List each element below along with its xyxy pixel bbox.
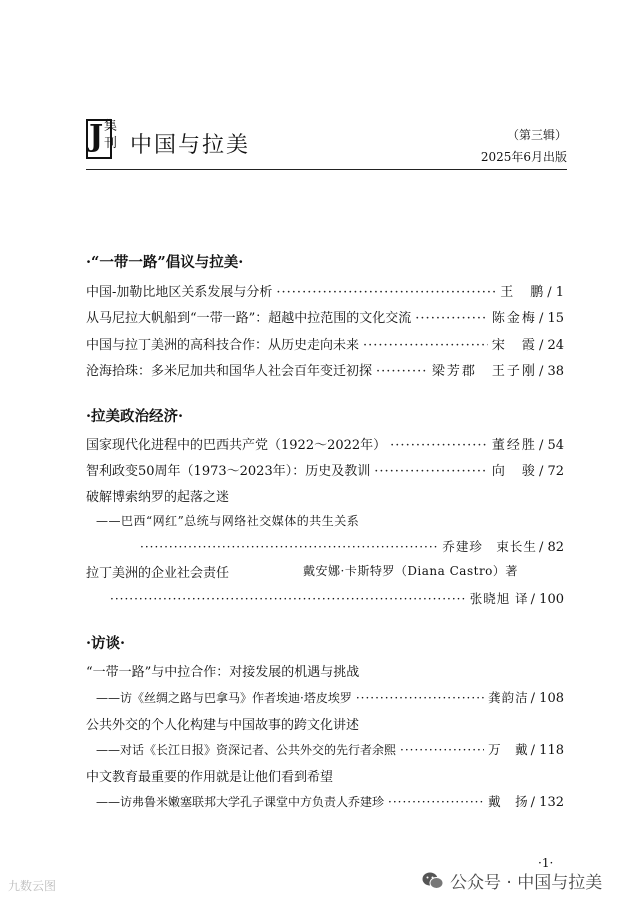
header-rule xyxy=(86,169,567,170)
toc-page: / 118 xyxy=(530,743,564,758)
toc-title[interactable]: 破解博索纳罗的起落之迷 xyxy=(86,490,230,505)
toc-title: 沧海拾珠：多米尼加共和国华人社会百年变迁初探 xyxy=(86,364,373,379)
toc-author: 戴 扬 xyxy=(488,794,529,809)
toc-page: / 38 xyxy=(538,364,564,379)
toc-author: 龚韵洁 xyxy=(488,690,529,705)
leader-dots xyxy=(390,438,488,453)
toc-title: 中国与拉丁美洲的高科技合作：从历史走向未来 xyxy=(86,338,360,353)
toc-original-author: 戴安娜·卡斯特罗（Diana Castro）著 xyxy=(303,564,518,578)
leader-dots xyxy=(374,464,488,479)
issue-number: （第三辑） xyxy=(506,128,567,142)
leader-dots xyxy=(415,311,488,326)
leader-dots xyxy=(110,592,466,606)
toc-page: / 54 xyxy=(538,438,564,453)
toc-author: 王 鹏 xyxy=(500,285,546,300)
toc-entry-tail xyxy=(106,589,564,607)
toc-translator: 张晓旭 译 xyxy=(469,591,529,606)
toc-page: / 24 xyxy=(538,338,564,353)
section-heading-belt-road: ·“一带一路”倡议与拉美· xyxy=(86,254,244,271)
leader-dots xyxy=(276,285,496,300)
toc-author: 董经胜 xyxy=(491,438,537,453)
toc-title[interactable]: “一带一路”与中拉合作：对接发展的机遇与挑战 xyxy=(86,665,360,680)
toc-author: 乔建珍 束长生 xyxy=(442,539,537,554)
toc-title: 智利政变50周年（1973～2023年）：历史及教训 xyxy=(86,464,371,479)
toc-author: 向 骏 xyxy=(491,464,537,479)
wechat-icon xyxy=(422,871,444,891)
toc-entry-sub xyxy=(96,688,564,706)
toc-page: / 108 xyxy=(530,691,564,706)
toc-page: / 132 xyxy=(530,795,564,810)
toc-page: / 72 xyxy=(538,464,564,479)
publication-date: 2025年6月出版 xyxy=(480,150,567,164)
toc-title[interactable]: 拉丁美洲的企业社会责任 xyxy=(86,566,230,581)
journal-title: 中国与拉美 xyxy=(130,133,251,158)
toc-subtitle: ——访《丝绸之路与巴拿马》作者埃迪·塔皮埃罗 xyxy=(96,691,352,705)
toc-entry[interactable] xyxy=(86,334,564,353)
watermark-right xyxy=(422,868,602,893)
journal-logo-letter: J xyxy=(89,119,104,154)
watermark-text: 公众号 · 中国与拉美 xyxy=(450,873,603,893)
toc-title[interactable]: 中文教育最重要的作用就是让他们看到希望 xyxy=(86,770,334,785)
page-number: ·1· xyxy=(538,856,554,870)
toc-entry-tail xyxy=(136,537,564,555)
toc-entry-sub xyxy=(96,740,564,758)
watermark-left: 九数云图 xyxy=(8,879,57,893)
toc-author: 梁芳郡 王子刚 xyxy=(431,364,537,379)
section-heading-politics-economy: ·拉美政治经济· xyxy=(86,408,184,425)
toc-title: 从马尼拉大帆船到“一带一路”：超越中拉范围的文化交流 xyxy=(86,311,412,326)
toc-author: 万 戴 xyxy=(488,742,529,757)
toc-page: / 82 xyxy=(538,540,564,555)
toc-entry[interactable] xyxy=(86,307,564,326)
toc-entry[interactable] xyxy=(86,434,564,453)
toc-subtitle: ——访弗鲁米嫩塞联邦大学孔子课堂中方负责人乔建珍 xyxy=(96,795,385,809)
leader-dots xyxy=(363,338,488,353)
leader-dots xyxy=(376,364,428,379)
toc-page: / 1 xyxy=(547,285,564,300)
toc-author: 宋 霞 xyxy=(491,338,537,353)
toc-author: 陈金梅 xyxy=(491,311,537,326)
section-heading-interviews: ·访谈· xyxy=(86,635,126,652)
toc-title: 国家现代化进程中的巴西共产党（1922～2022年） xyxy=(86,438,387,453)
toc-entry-sub xyxy=(96,792,564,810)
toc-title: 中国-加勒比地区关系发展与分析 xyxy=(86,285,273,300)
toc-title[interactable]: 公共外交的个人化构建与中国故事的跨文化讲述 xyxy=(86,718,360,733)
toc-subtitle: ——巴西“网红”总统与网络社交媒体的共生关系 xyxy=(96,514,360,528)
leader-dots xyxy=(140,540,438,554)
leader-dots xyxy=(388,795,484,809)
leader-dots xyxy=(400,743,484,757)
leader-dots xyxy=(356,691,484,705)
toc-subtitle: ——对话《长江日报》资深记者、公共外交的先行者余熙 xyxy=(96,743,397,757)
toc-page: / 100 xyxy=(530,592,564,607)
toc-entry[interactable] xyxy=(86,281,564,300)
journal-logo-label: 集刊 xyxy=(104,119,118,151)
toc-entry[interactable] xyxy=(86,460,564,479)
toc-entry[interactable] xyxy=(86,360,564,379)
toc-page: / 15 xyxy=(538,311,564,326)
